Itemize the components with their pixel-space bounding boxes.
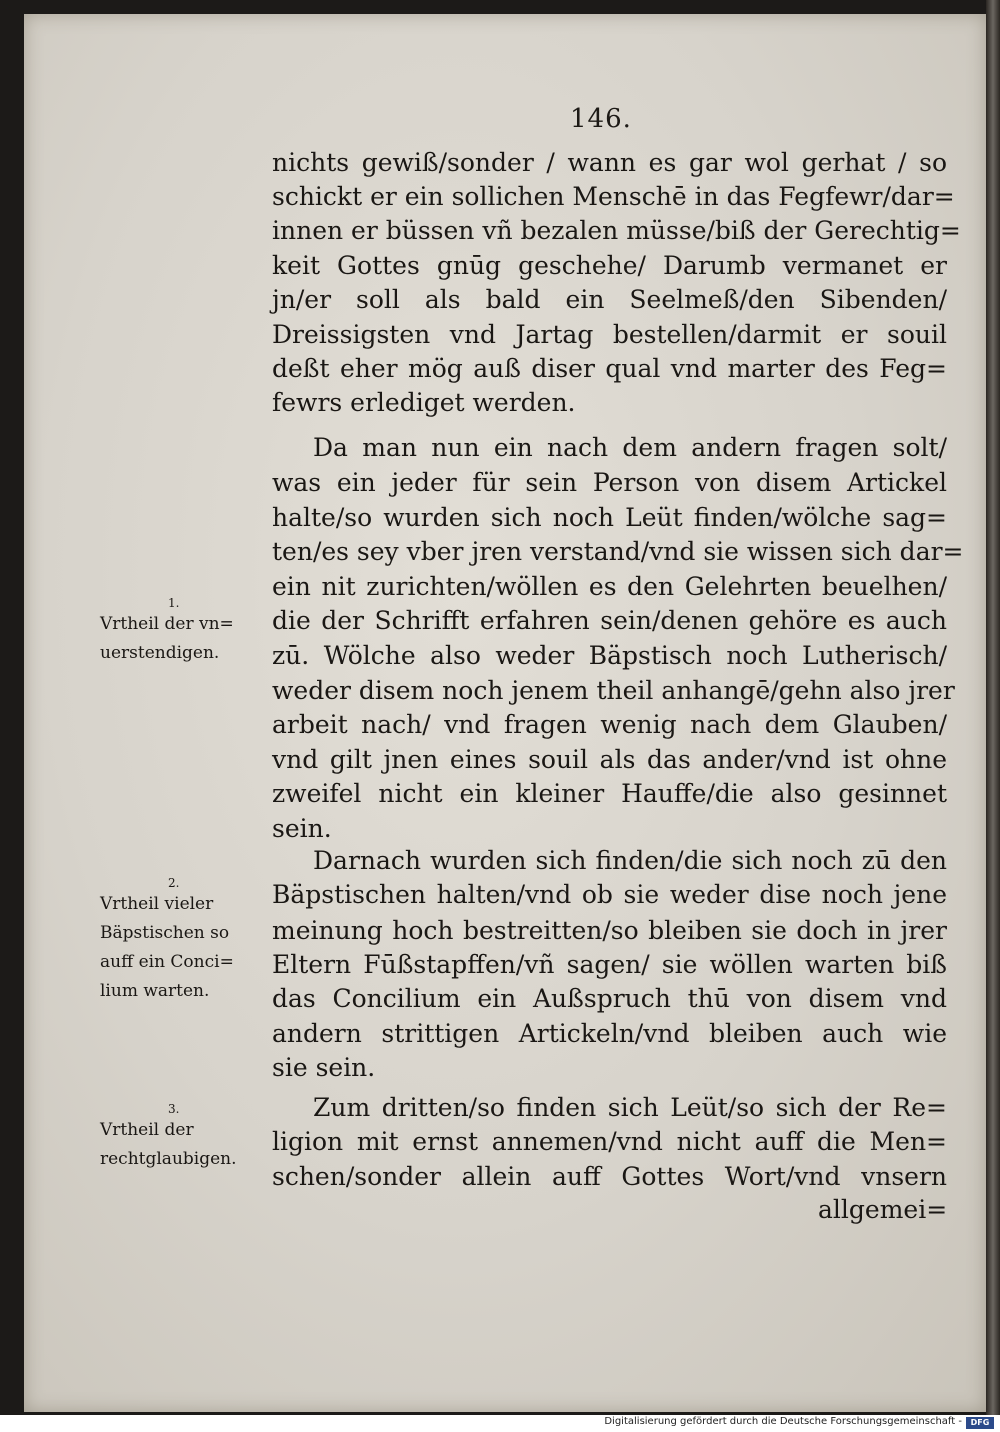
text-line: andern strittigen Artickeln/vnd bleiben auch wie [272,1019,947,1048]
text-line: jn/er soll als bald ein Seelmeß/den Sibenden/ [272,285,947,314]
text-line: innen er büssen vñ bezalen müsse/biß der Gerechtig= [272,216,961,245]
text-line: Darnach wurden sich finden/die sich noch zū den [313,846,947,875]
margin-note-number: 3. [168,1102,180,1116]
text-line: sein. [272,814,332,843]
margin-note-line: uerstendigen. [100,643,220,663]
text-line: keit Gottes gnūg geschehe/ Darumb vermanet er [272,251,947,280]
text-line: schickt er ein sollichen Menschē in das Fegfewr/dar= [272,182,955,211]
text-line: nichts gewiß/sonder / wann es gar wol gerhat / so [272,148,947,177]
text-line: ein nit zurichten/wöllen es den Gelehrten beuelhen/ [272,572,947,601]
footer [0,1415,1000,1432]
margin-note-number: 1. [168,596,180,610]
book-edge [986,0,1000,1415]
text-line: meinung hoch bestreitten/so bleiben sie doch in jrer [272,916,947,945]
text-line: weder disem noch jenem theil anhangē/gehn also jrer [272,676,955,705]
footer-credit: Digitalisierung gefördert durch die Deutsche Forschungsgemeinschaft - [604,1416,962,1427]
text-line: allgemei= [818,1195,948,1224]
text-line: was ein jeder für sein Person von disem Artickel [272,468,947,497]
text-line: die der Schrifft erfahren sein/denen gehöre es auch [272,606,947,635]
margin-note-line: lium warten. [100,981,210,1001]
text-line: zū. Wölche also weder Bäpstisch noch Lutherisch/ [272,641,947,670]
page-number: 146. [570,104,632,134]
text-line: zweifel nicht ein kleiner Hauffe/die also gesinnet [272,779,947,808]
text-line: Dreissigsten vnd Jartag bestellen/darmit er souil [272,320,947,349]
text-line: ligion mit ernst annemen/vnd nicht auff die Men= [272,1127,947,1156]
margin-note-number: 2. [168,876,180,890]
margin-note-line: Vrtheil der [100,1120,194,1140]
margin-note [100,876,234,1006]
text-line: Bäpstischen halten/vnd ob sie weder dise noch jene [272,880,947,909]
text-line: sie sein. [272,1053,376,1082]
margin-note-line: Vrtheil der vn= [100,614,234,634]
margin-note-line: Bäpstischen so [100,923,230,943]
text-line: arbeit nach/ vnd fragen wenig nach dem Glauben/ [272,710,947,739]
text-line: halte/so wurden sich noch Leüt finden/wölche sag= [272,503,947,532]
text-line: das Concilium ein Außspruch thū von disem vnd [272,984,947,1013]
text-line: Da man nun ein nach dem andern fragen solt/ [313,433,947,462]
margin-note-line: auff ein Conci= [100,952,234,972]
margin-note [100,596,234,668]
text-line: fewrs erlediget werden. [272,388,576,417]
margin-note [100,1102,237,1174]
text-line: schen/sonder allein auff Gottes Wort/vnd vnsern [272,1162,947,1191]
text-line: deßt eher mög auß diser qual vnd marter des Feg= [272,354,947,383]
text-line: Eltern Fūßstapffen/vñ sagen/ sie wöllen warten biß [272,950,947,979]
text-line: ten/es sey vber jren verstand/vnd sie wissen sich dar= [272,537,964,566]
text-line: vnd gilt jnen eines souil als das ander/vnd ist ohne [272,745,947,774]
text-line: Zum dritten/so finden sich Leüt/so sich der Re= [313,1093,947,1122]
dfg-logo-icon: DFG [966,1417,994,1429]
margin-note-line: rechtglaubigen. [100,1149,237,1169]
margin-note-line: Vrtheil vieler [100,894,214,914]
